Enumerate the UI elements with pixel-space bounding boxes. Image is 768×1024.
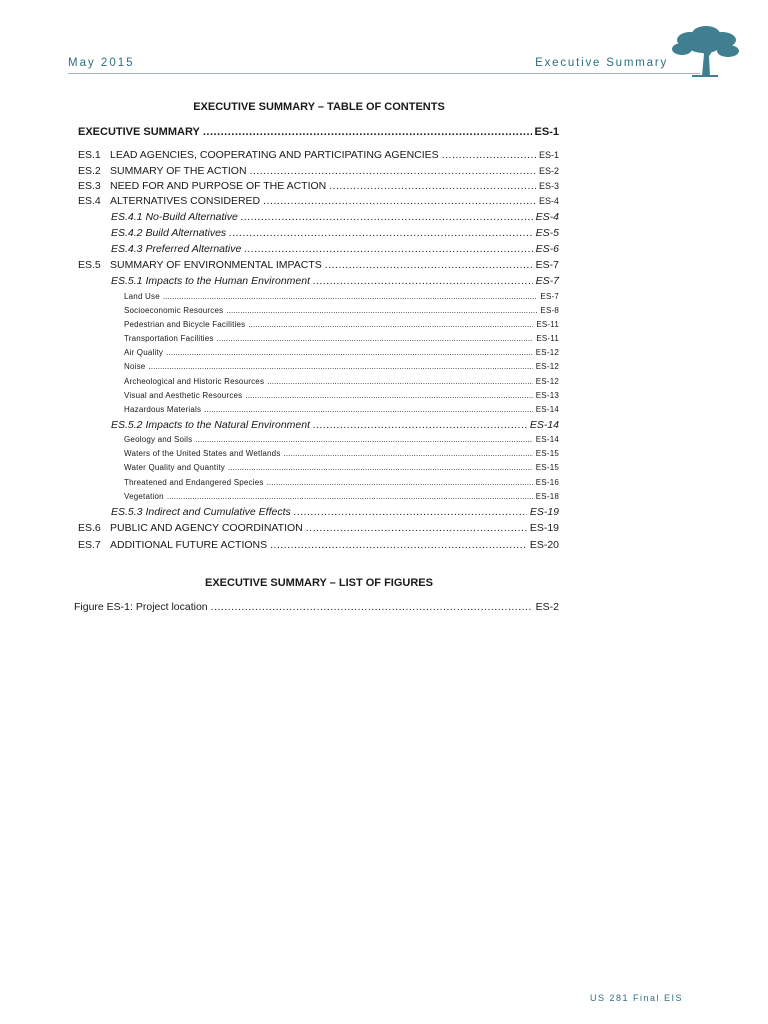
toc-entry-page: ES-3: [538, 181, 559, 191]
toc-entry-title: ES.4.2 Build Alternatives: [111, 227, 227, 239]
toc-entry-es4[interactable]: [78, 195, 559, 207]
toc-entry-page: ES-7: [535, 259, 559, 271]
toc-entry-visual-aesthetic[interactable]: [78, 391, 559, 400]
toc-entry-es4-1[interactable]: [78, 211, 559, 223]
header-section-title: Executive Summary: [535, 57, 668, 69]
toc-entry-title: Noise: [124, 362, 146, 371]
toc-entry-title: SUMMARY OF ENVIRONMENTAL IMPACTS: [110, 259, 322, 271]
toc-entry-es2[interactable]: [78, 165, 559, 177]
toc-entry-water-quality[interactable]: [78, 463, 559, 472]
toc-entry-page: ES-13: [535, 391, 559, 400]
toc-entry-page: ES-5: [535, 227, 559, 239]
toc-entry-title: Visual and Aesthetic Resources: [124, 391, 243, 400]
toc-entry-number: ES.7: [78, 539, 101, 551]
toc-heading: EXECUTIVE SUMMARY – TABLE OF CONTENTS: [193, 101, 445, 113]
toc-entry-title: LEAD AGENCIES, COOPERATING AND PARTICIPATING AGENCIES: [110, 149, 439, 161]
toc-entry-page: ES-7: [535, 275, 559, 287]
toc-entry-number: ES.4: [78, 195, 101, 207]
toc-entry-geology-soils[interactable]: [78, 435, 559, 444]
figure-entry-es1[interactable]: [74, 601, 559, 613]
toc-entry-number: ES.5: [78, 259, 101, 271]
toc-entry-hazardous[interactable]: [78, 405, 559, 414]
footer-document-title: US 281 Final EIS: [589, 993, 683, 1003]
toc-entry-page: ES-14: [535, 405, 559, 414]
toc-entry-title: ALTERNATIVES CONSIDERED: [110, 195, 261, 207]
toc-entry-title: SUMMARY OF THE ACTION: [110, 165, 247, 177]
toc-entry-air-quality[interactable]: [78, 348, 559, 357]
toc-entry-waters-wetlands[interactable]: [78, 449, 559, 458]
toc-entry-number: ES.6: [78, 522, 101, 534]
toc-entry-page: ES-14: [535, 435, 559, 444]
toc-entry-title: ES.5.2 Impacts to the Natural Environment: [111, 419, 311, 431]
toc-entry-title: ES.5.3 Indirect and Cumulative Effects: [111, 506, 291, 518]
toc-entry-es6[interactable]: [78, 522, 559, 534]
toc-entry-land-use[interactable]: [78, 292, 559, 301]
toc-entry-title: Pedestrian and Bicycle Facilities: [124, 320, 246, 329]
toc-entry-page: ES-15: [535, 463, 559, 472]
toc-entry-title: Archeological and Historic Resources: [124, 377, 265, 386]
toc-entry-page: ES-12: [535, 377, 559, 386]
toc-entry-page: ES-2: [538, 166, 559, 176]
toc-entry-title: Hazardous Materials: [124, 405, 202, 414]
toc-entry-title: PUBLIC AND AGENCY COORDINATION: [110, 522, 303, 534]
toc-entry-number: ES.1: [78, 149, 101, 161]
toc-entry-transportation[interactable]: [78, 334, 559, 343]
toc-entry-title: EXECUTIVE SUMMARY: [78, 126, 200, 138]
toc-entry-page: ES-18: [535, 492, 559, 501]
toc-entry-page: ES-14: [529, 419, 559, 431]
header-divider: [68, 73, 700, 74]
toc-entry-title: Waters of the United States and Wetlands: [124, 449, 281, 458]
toc-entry-page: ES-1: [534, 126, 559, 138]
toc-entry-es5[interactable]: [78, 259, 559, 271]
toc-entry-page: ES-16: [535, 478, 559, 487]
toc-entry-title: ES.5.1 Impacts to the Human Environment: [111, 275, 311, 287]
toc-entry-page: ES-4: [538, 196, 559, 206]
toc-entry-page: ES-20: [529, 539, 559, 551]
toc-entry-title: NEED FOR AND PURPOSE OF THE ACTION: [110, 180, 327, 192]
toc-entry-title: ADDITIONAL FUTURE ACTIONS: [110, 539, 268, 551]
toc-entry-page: ES-15: [535, 449, 559, 458]
toc-entry-title: Transportation Facilities: [124, 334, 214, 343]
toc-entry-es5-1[interactable]: [78, 275, 559, 287]
toc-entry-title: ES.4.1 No-Build Alternative: [111, 211, 238, 223]
toc-entry-page: ES-19: [529, 506, 559, 518]
toc-entry-es4-2[interactable]: [78, 227, 559, 239]
toc-entry-page: ES-6: [535, 243, 559, 255]
toc-entry-page: ES-19: [529, 522, 559, 534]
toc-entry-pedestrian-bicycle[interactable]: [78, 320, 559, 329]
toc-entry-vegetation[interactable]: [78, 492, 559, 501]
toc-entry-page: ES-8: [540, 306, 559, 315]
toc-entry-page: ES-7: [540, 292, 559, 301]
toc-entry-es5-2[interactable]: [78, 419, 559, 431]
toc-entry-page: ES-1: [538, 150, 559, 160]
toc-entry-threatened-species[interactable]: [78, 478, 559, 487]
toc-entry-title: Water Quality and Quantity: [124, 463, 225, 472]
toc-entry-es5-3[interactable]: [78, 506, 559, 518]
toc-entry-page: ES-12: [535, 348, 559, 357]
tree-icon: [670, 24, 740, 78]
toc-entry-title: Vegetation: [124, 492, 164, 501]
toc-entry-noise[interactable]: [78, 362, 559, 371]
toc-entry-page: ES-11: [536, 320, 559, 329]
figures-heading: EXECUTIVE SUMMARY – LIST OF FIGURES: [205, 577, 433, 589]
toc-entry-executive-summary[interactable]: [78, 126, 559, 138]
figure-entry-title: Figure ES-1: Project location: [74, 601, 208, 613]
figure-entry-page: ES-2: [535, 601, 559, 613]
toc-entry-title: Socioeconomic Resources: [124, 306, 224, 315]
toc-entry-title: ES.4.3 Preferred Alternative: [111, 243, 242, 255]
toc-entry-number: ES.2: [78, 165, 101, 177]
toc-entry-title: Air Quality: [124, 348, 164, 357]
toc-entry-title: Threatened and Endangered Species: [124, 478, 264, 487]
toc-entry-es3[interactable]: [78, 180, 559, 192]
toc-entry-page: ES-4: [535, 211, 559, 223]
header-date: May 2015: [68, 57, 135, 69]
toc-entry-number: ES.3: [78, 180, 101, 192]
toc-entry-page: ES-11: [536, 334, 559, 343]
toc-entry-es7[interactable]: [78, 539, 559, 551]
toc-entry-socioeconomic[interactable]: [78, 306, 559, 315]
toc-entry-es4-3[interactable]: [78, 243, 559, 255]
toc-entry-title: Geology and Soils: [124, 435, 193, 444]
toc-entry-page: ES-12: [535, 362, 559, 371]
toc-entry-es1[interactable]: [78, 149, 559, 161]
toc-entry-archeological[interactable]: [78, 377, 559, 386]
toc-entry-title: Land Use: [124, 292, 160, 301]
